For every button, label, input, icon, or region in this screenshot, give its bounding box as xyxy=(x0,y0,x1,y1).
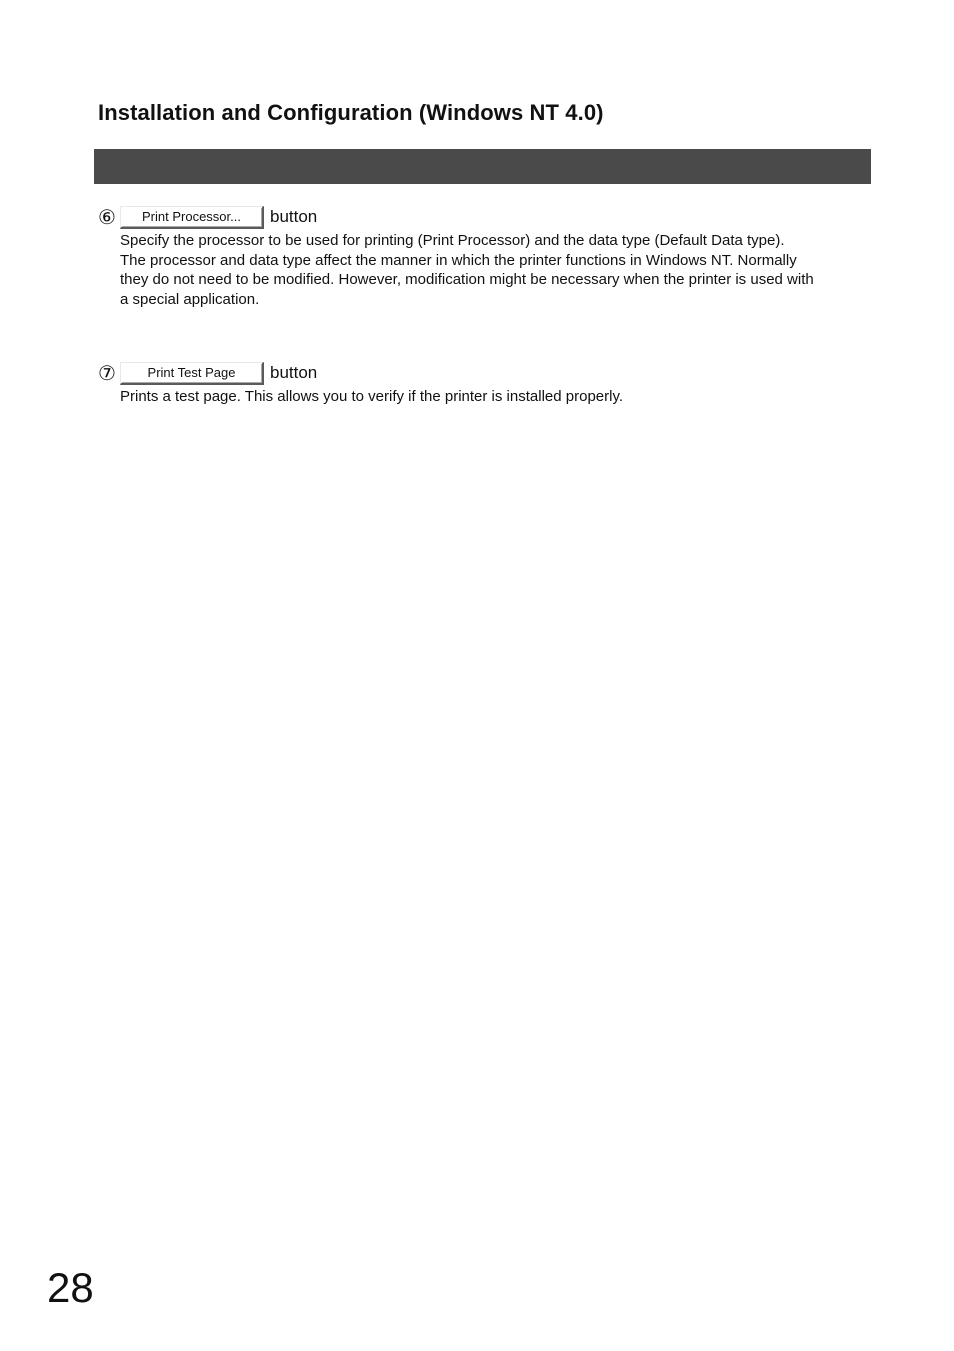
page-number: 28 xyxy=(47,1264,94,1311)
description-line: a special application. xyxy=(120,290,260,308)
item-number: ⑦ xyxy=(98,361,116,385)
page-title: Installation and Configuration (Windows NT 4.0) xyxy=(98,100,604,125)
item-number: ⑥ xyxy=(98,205,116,229)
item-description xyxy=(120,387,866,407)
item-description xyxy=(120,231,866,309)
print-test-page-button[interactable]: Print Test Page xyxy=(120,362,264,385)
button-suffix-text: button xyxy=(270,207,318,226)
print-processor-button[interactable]: Print Processor... xyxy=(120,206,264,229)
section-header-bar xyxy=(94,149,871,184)
item-print-test-page xyxy=(96,361,866,407)
description-line: The processor and data type affect the manner in which the printer functions in Windows NT. Normally xyxy=(120,251,797,269)
item-heading xyxy=(96,205,866,229)
item-heading xyxy=(96,361,866,385)
description-line: they do not need to be modified. However, modification might be necessary when the printer is used with xyxy=(120,271,814,288)
description-line: Prints a test page. This allows you to verify if the printer is installed properly. xyxy=(120,388,624,405)
button-suffix-text: button xyxy=(270,363,318,382)
description-line: Specify the processor to be used for printing (Print Processor) and the data type (Default Data type). xyxy=(120,232,785,249)
item-print-processor xyxy=(96,205,866,309)
